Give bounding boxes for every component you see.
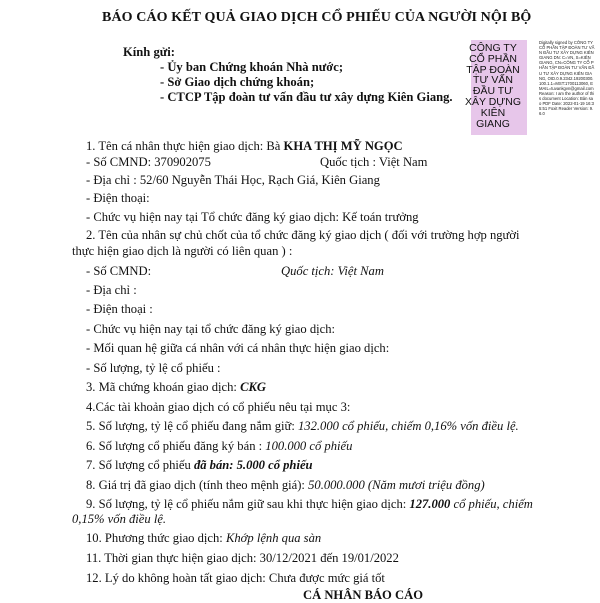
section2-quantity: - Số lượng, tỷ lệ cổ phiếu :	[86, 361, 221, 375]
signature-name-line: CÔNG TY	[469, 42, 517, 54]
item5-label: 5. Số lượng, tỷ lệ cổ phiếu đang nắm giữ:	[86, 419, 298, 433]
item3	[86, 380, 266, 395]
section1-phone: - Điện thoại:	[86, 191, 150, 205]
section1-address: - Địa chỉ : 52/60 Nguyễn Thái Học, Rạch Giá, Kiên Giang	[86, 173, 380, 187]
section1-nationality: Quốc tịch : Việt Nam	[320, 155, 428, 169]
item3-label: 3. Mã chứng khoán giao dịch:	[86, 380, 241, 394]
section1-cmnd: - Số CMND: 370902075	[86, 155, 211, 169]
section2-address: - Địa chỉ :	[86, 283, 137, 297]
signature-name-line: TƯ VẤN	[473, 74, 513, 87]
item8-label: 8. Giá trị đã giao dịch (tính theo mệnh giá):	[86, 478, 309, 492]
section1-position: - Chức vụ hiện nay tại Tổ chức đăng ký giao dịch: Kế toán trưởng	[86, 210, 419, 224]
item12: 12. Lý do không hoàn tất giao dịch: Chưa được mức giá tốt	[86, 571, 385, 585]
item8	[86, 478, 485, 493]
digital-signature	[443, 40, 595, 135]
stock-code: CKG	[240, 380, 266, 394]
signature-company-name	[443, 43, 543, 129]
section1-heading	[86, 139, 403, 154]
section2-heading-line1: 2. Tên của nhân sự chủ chốt của tổ chức đăng ký giao dịch ( đối với trường hợp người	[86, 228, 520, 242]
person-name: KHA THỊ MỸ NGỌC	[283, 139, 403, 153]
recipient-2: - Sở Giao dịch chứng khoán;	[160, 75, 315, 89]
section1-heading-label: 1. Tên cá nhân thực hiện giao dịch: Bà	[86, 139, 284, 153]
item9-line1	[86, 497, 533, 512]
page-title: BÁO CÁO KẾT QUẢ GIAO DỊCH CỔ PHIẾU CỦA NGƯỜI NỘI BỘ	[102, 10, 532, 25]
item10	[86, 531, 321, 546]
item4: 4.Các tài khoản giao dịch có cổ phiếu nêu tại mục 3:	[86, 400, 351, 414]
item10-label: 10. Phương thức giao dịch:	[86, 531, 226, 545]
item8-value: 50.000.000 (Năm mươi triệu đồng)	[308, 478, 485, 492]
section2-phone: - Điện thoại :	[86, 302, 153, 316]
item5-value: 132.000 cổ phiếu, chiếm 0,16% vốn điều lệ.	[298, 419, 519, 433]
section2-nationality: Quốc tịch: Việt Nam	[281, 264, 384, 278]
signature-name-line: ĐẦU TƯ	[472, 85, 514, 98]
recipients-label: Kính gửi:	[123, 45, 175, 59]
signature-name-line: GIANG	[476, 117, 510, 130]
item9-value-bold: 127.000	[409, 497, 451, 511]
section2-cmnd: - Số CMND:	[86, 264, 152, 278]
item7-value: đã bán: 5.000 cổ phiếu	[193, 458, 313, 472]
signature-name-line: XÂY DỰNG	[464, 95, 522, 108]
item9-value-rest: cổ phiếu, chiếm	[450, 497, 533, 511]
signature-name-line: TẬP ĐOÀN	[466, 63, 520, 76]
recipient-3: - CTCP Tập đoàn tư vấn đầu tư xây dựng Kiên Giang.	[160, 90, 453, 104]
item6-value: 100.000 cổ phiếu	[265, 439, 353, 453]
footer-signer-label: CÁ NHÂN BÁO CÁO	[303, 588, 423, 602]
section2-heading-line2: thực hiện giao dịch là người có liên quan ) :	[72, 244, 293, 258]
item6	[86, 439, 352, 454]
signature-detail: Digitally signed by CÔNG TY CỔ PHẦN TẬP ĐOÀN TƯ VẤN ĐẦU TƯ XÂY DỰNG KIÊN GIANG DN: C=VN, S=KIÊN GIANG, CN=CÔNG TY CỔ PHẦN TẬP ĐOÀN TƯ VẤN ĐẦU TƯ XÂY DỰNG KIÊN GIANG, OID.0.9.2342.19200300.100.1.1=MST:1700113060, EMAIL=tuvankgvn@gmail.com Reason: I am the author of this document Location: Bản sao PDF Date: 2022-01-19 16:35:51 Foxit Reader Version: 9.6.0	[539, 40, 595, 117]
recipient-1: - Ủy ban Chứng khoán Nhà nước;	[160, 60, 344, 74]
item9-line2: 0,15% vốn điều lệ.	[72, 512, 167, 526]
signature-name-line: CỔ PHẦN	[469, 52, 517, 65]
signature-name-line: KIÊN	[480, 106, 506, 119]
item6-label: 6. Số lượng cổ phiếu đăng ký bán :	[86, 439, 266, 453]
item7	[86, 458, 313, 473]
item9-label: 9. Số lượng, tỷ lệ cổ phiếu nắm giữ sau khi thực hiện giao dịch:	[86, 497, 410, 511]
item11: 11. Thời gian thực hiện giao dịch: 30/12/2021 đến 19/01/2022	[86, 551, 399, 565]
item5	[86, 419, 519, 434]
item10-value: Khớp lệnh qua sàn	[225, 531, 322, 545]
section2-position: - Chức vụ hiện nay tại tổ chức đăng ký giao dịch:	[86, 322, 336, 336]
item7-label: 7. Số lượng cổ phiếu	[86, 458, 194, 472]
section2-relationship: - Mối quan hệ giữa cá nhân với cá nhân thực hiện giao dịch:	[86, 341, 390, 355]
